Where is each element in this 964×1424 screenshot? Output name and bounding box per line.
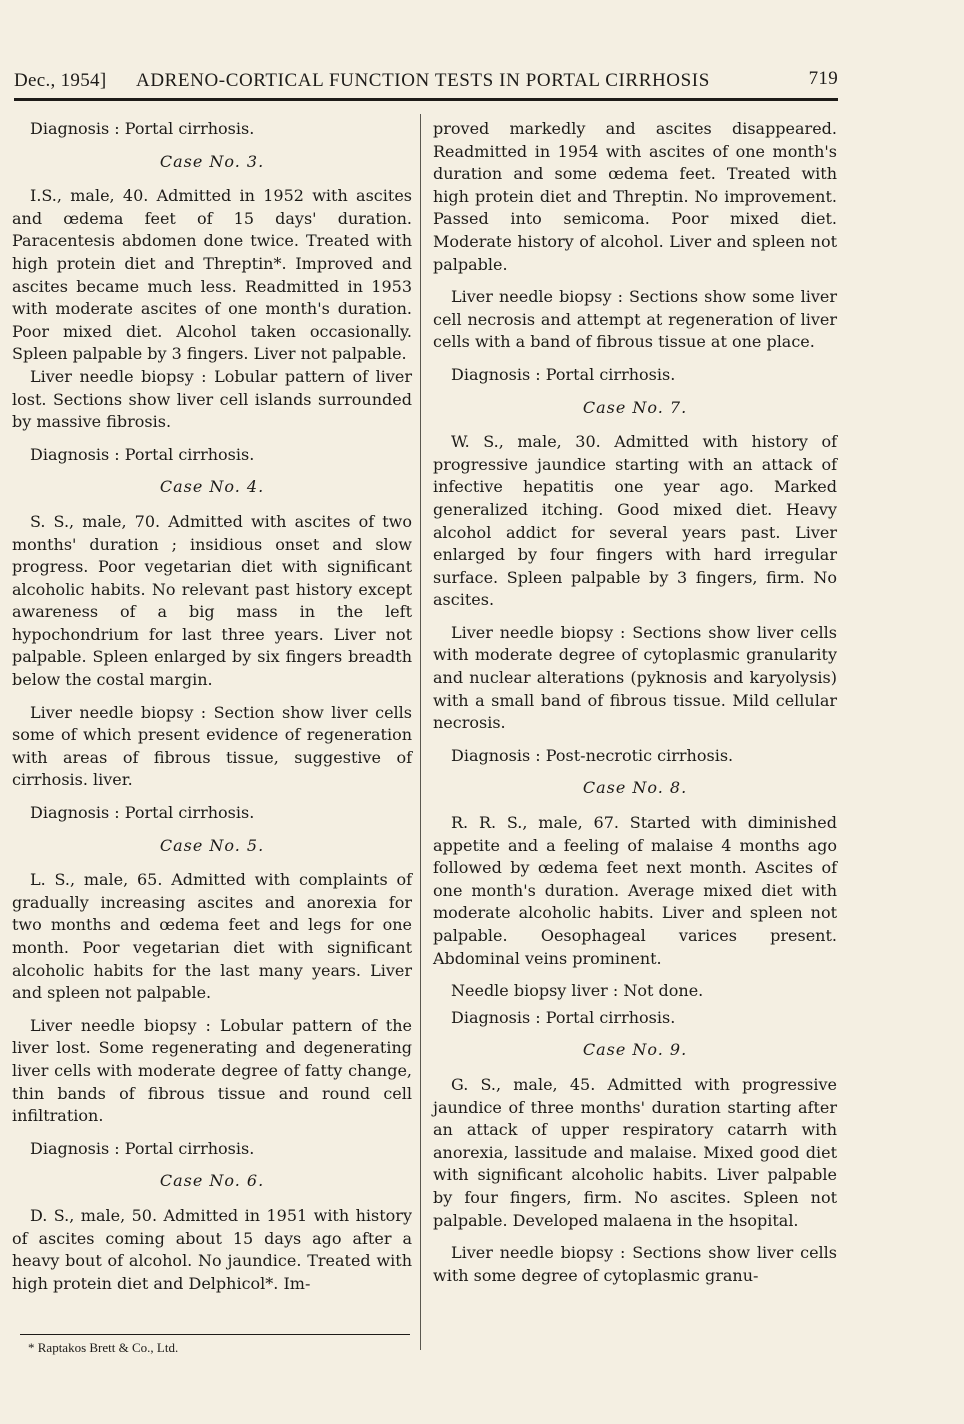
case-9-heading: Case No. 9.	[582, 1040, 688, 1060]
left-column	[12, 118, 412, 1295]
header-title: ADRENO-CORTICAL FUNCTION TESTS IN PORTAL CIRRHOSIS	[136, 70, 710, 91]
right-column	[433, 118, 837, 1287]
case-8-text: R. R. S., male, 67. Started with diminished appetite and a feeling of malaise 4 months ago followed by œdema feet next month. Ascites of one month's duration. Average mixed diet with moderate alcoholic habits. Liver and spleen not palpable. Oesophageal varices present. Abdominal veins prominent.	[433, 813, 837, 968]
case-4-biopsy: Liver needle biopsy : Section show liver cells some of which present evidence of regeneration with areas of fibrous tissue, suggestive of cirrhosis. liver.	[12, 702, 412, 790]
case-6-text: D. S., male, 50. Admitted in 1951 with history of ascites coming about 15 days ago after a heavy bout of alcohol. No jaundice. Treated with high protein diet and Delphicol*. Im-	[12, 1205, 412, 1293]
case-9-text: G. S., male, 45. Admitted with progressive jaundice of three months' duration starting after an attack of upper respiratory catarrh with anorexia, lassitude and malaise. Mixed good diet with significant alcoholic habits. Liver palpable by four fingers, firm. No ascites. Spleen not palpable. Developed malaena in the hsopital.	[433, 1074, 837, 1230]
case-4-heading: Case No. 4.	[159, 477, 265, 497]
page-number: 719	[808, 68, 838, 89]
case-5-biopsy: Liver needle biopsy : Lobular pattern of the liver lost. Some regenerating and degenerating liver cells with moderate degree of fatty change, thin bands of fibrous tissue and round cell infiltration.	[12, 1015, 412, 1126]
case-6-continuation: proved markedly and ascites disappeared. Readmitted in 1954 with ascites of one month's duration and some œdema feet. Treated with high protein diet and Threptin. No improvement. Passed into semicoma. Poor mixed diet. Moderate history of alcohol. Liver and spleen not palpable.	[433, 119, 837, 274]
case-8-biopsy: Needle biopsy liver : Not done.	[451, 981, 704, 1001]
case-3-text: I.S., male, 40. Admitted in 1952 with ascites and œdema feet of 15 days' duration. Paracentesis abdomen done twice. Treated with high protein diet and Threptin*. Improved and ascites became much less. Readmitted in 1953 with moderate ascites of one month's duration. Poor mixed diet. Alcohol taken occasionally. Spleen palpable by 3 fingers. Liver not palpable.	[12, 186, 412, 364]
header-rule	[14, 98, 838, 101]
case-5-heading: Case No. 5.	[159, 835, 265, 855]
case-7-diagnosis: Diagnosis : Post-necrotic cirrhosis.	[451, 745, 734, 765]
header-date: Dec., 1954]	[14, 70, 107, 91]
case-7-text: W. S., male, 30. Admitted with history of progressive jaundice starting with an attack of infective hepatitis one year ago. Marked generalized itching. Good mixed diet. Heavy alcohol addict for several years past. Liver enlarged by four fingers with hard irregular surface. Spleen palpable by 3 fingers, firm. No ascites.	[433, 432, 837, 610]
case-5-text: L. S., male, 65. Admitted with complaints of gradually increasing ascites and anorexia for two months and œdema feet and legs for one month. Poor vegetarian diet with significant alcoholic habits for the last many years. Liver and spleen not palpable.	[12, 870, 412, 1003]
case-3-heading: Case No. 3.	[159, 151, 265, 171]
case-8-diagnosis: Diagnosis : Portal cirrhosis.	[451, 1007, 676, 1027]
case-6-diagnosis: Diagnosis : Portal cirrhosis.	[451, 364, 676, 384]
column-divider	[420, 114, 421, 1350]
case-3-biopsy: Liver needle biopsy : Lobular pattern of liver lost. Sections show liver cell islands surrounded by massive fibrosis.	[12, 366, 412, 432]
case-4-text: S. S., male, 70. Admitted with ascites of two months' duration ; insidious onset and slow progress. Poor vegetarian diet with significant alcoholic habits. No relevant past history except awareness of a big mass in the left hypochondrium for last three years. Liver not palpable. Spleen enlarged by six fingers breadth below the costal margin.	[12, 511, 412, 690]
case-4-diagnosis: Diagnosis : Portal cirrhosis.	[30, 803, 255, 823]
diagnosis-case-2: Diagnosis : Portal cirrhosis.	[30, 119, 255, 138]
case-7-biopsy: Liver needle biopsy : Sections show liver cells with moderate degree of cytoplasmic granularity and nuclear alterations (pyknosis and karyolysis) with a small band of fibrous tissue. Mild cellular necrosis.	[433, 622, 837, 733]
case-7-heading: Case No. 7.	[582, 397, 688, 417]
case-3-diagnosis: Diagnosis : Portal cirrhosis.	[30, 444, 255, 464]
case-8-heading: Case No. 8.	[582, 778, 688, 798]
case-9-biopsy: Liver needle biopsy : Sections show liver cells with some degree of cytoplasmic granu-	[433, 1243, 837, 1285]
case-6-heading: Case No. 6.	[159, 1171, 265, 1191]
footnote-rule	[20, 1334, 410, 1335]
case-6-biopsy: Liver needle biopsy : Sections show some liver cell necrosis and attempt at regeneration of liver cells with a band of fibrous tissue at one place.	[433, 287, 837, 352]
footnote: * Raptakos Brett & Co., Ltd.	[28, 1340, 179, 1355]
running-header	[14, 66, 838, 96]
case-5-diagnosis: Diagnosis : Portal cirrhosis.	[30, 1138, 255, 1158]
